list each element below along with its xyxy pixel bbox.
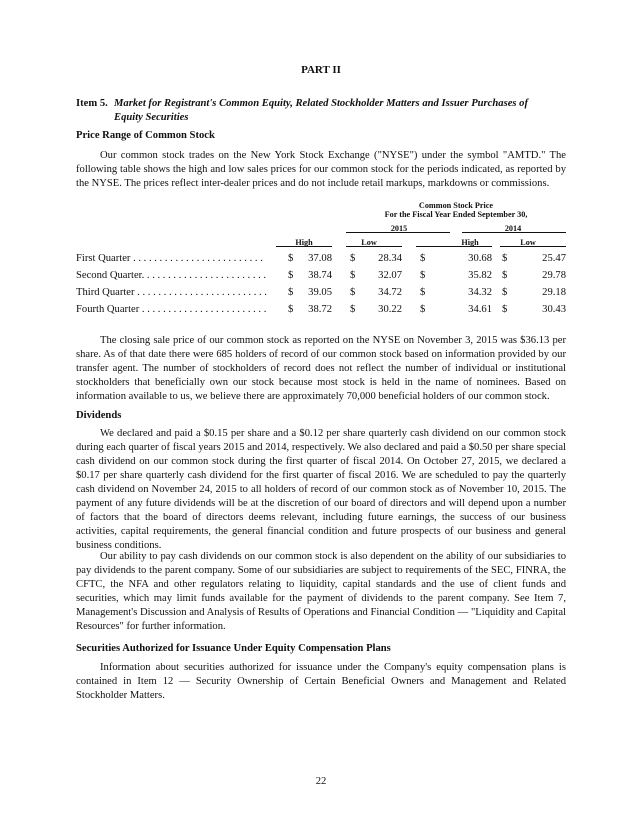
price-range-intro-text: Our common stock trades on the New York Stock Exchange ("NYSE") under the symbol "AMTD." The following table shows the high and low sales prices for our common stock for the periods indicated, as reported by the NYSE. The prices reflect inter-dealer prices and do not include retail markups, markdowns or commissions. — [76, 150, 566, 189]
col-underline-2 — [346, 246, 402, 247]
year-underline-2015 — [346, 232, 450, 233]
currency-sign: $ — [288, 270, 294, 281]
row-label: Second Quarter. . . . . . . . . . . . . . . . . . . . . . . . — [76, 270, 267, 281]
col-header-high-2014: High — [461, 238, 479, 247]
item-title-line1: Market for Registrant's Common Equity, Related Stockholder Matters and Issuer Purchases of — [114, 98, 528, 109]
securities-heading: Securities Authorized for Issuance Under Equity Compensation Plans — [76, 643, 391, 654]
price-range-heading: Price Range of Common Stock — [76, 130, 215, 141]
dividends-heading: Dividends — [76, 410, 122, 421]
cell-value: 29.18 — [542, 287, 566, 298]
item-heading — [76, 97, 566, 125]
currency-sign: $ — [502, 304, 508, 315]
currency-sign: $ — [420, 304, 426, 315]
currency-sign: $ — [288, 287, 294, 298]
currency-sign: $ — [502, 270, 508, 281]
item-number: Item 5. — [76, 98, 108, 109]
table-header-line2: For the Fiscal Year Ended September 30, — [384, 210, 528, 219]
year-2014: 2014 — [504, 224, 522, 233]
row-label: First Quarter . . . . . . . . . . . . . . . . . . . . . . . . . — [76, 253, 263, 264]
dividends-paragraph-1 — [76, 427, 566, 553]
securities-text: Information about securities authorized for issuance under the Company's equity compensation plans is contained in Item 12 — Security Ownership of Certain Beneficial Owners and Management and Related Stockholder Matters. — [76, 662, 566, 701]
table-header-line1: Common Stock Price — [418, 201, 494, 210]
currency-sign: $ — [420, 287, 426, 298]
cell-value: 30.22 — [378, 304, 402, 315]
currency-sign: $ — [350, 304, 356, 315]
currency-sign: $ — [350, 270, 356, 281]
currency-sign: $ — [350, 287, 356, 298]
price-range-intro — [76, 149, 566, 191]
table-row — [76, 286, 566, 300]
year-underline-2014 — [462, 232, 566, 233]
col-underline-3 — [416, 246, 492, 247]
dividends-paragraph-2 — [76, 550, 566, 634]
currency-sign: $ — [420, 270, 426, 281]
table-row — [76, 303, 566, 317]
year-2015: 2015 — [390, 224, 408, 233]
page-number: 22 — [315, 776, 327, 787]
table-row — [76, 269, 566, 283]
cell-value: 32.07 — [378, 270, 402, 281]
col-header-low-2014: Low — [520, 238, 536, 247]
cell-value: 30.68 — [468, 253, 492, 264]
row-label: Fourth Quarter . . . . . . . . . . . . . . . . . . . . . . . . — [76, 304, 267, 315]
currency-sign: $ — [288, 253, 294, 264]
cell-value: 34.61 — [468, 304, 492, 315]
col-header-high-2015: High — [295, 238, 313, 247]
securities-paragraph — [76, 661, 566, 703]
cell-value: 25.47 — [542, 253, 566, 264]
col-header-low-2015: Low — [361, 238, 377, 247]
cell-value: 34.72 — [378, 287, 402, 298]
cell-value: 38.72 — [308, 304, 332, 315]
closing-price-text: The closing sale price of our common stock as reported on the NYSE on November 3, 2015 was $36.13 per share. As of that date there were 685 holders of record of our common stock based on information provided by our transfer agent. The number of stockholders of record does not reflect the number of individual or institutional stockholders that beneficially own our stock because most stock is held in the name of nominees. Based on information available to us, we believe there are approximately 70,000 beneficial holders of our common stock. — [76, 335, 566, 402]
item-title-line2: Equity Securities — [114, 112, 189, 123]
dividends-text-2: Our ability to pay cash dividends on our common stock is also dependent on the ability of our subsidiaries to pay dividends to the parent company. Some of our subsidiaries are subject to requirements of the SEC, FINRA, the CFTC, the NFA and other regulators relating to liquidity, capital standards and the use of client funds and securities, which may limit funds available for the payment of dividends to the parent company. See Item 7, Management's Discussion and Analysis of Results of Operations and Financial Condition — "Liquidity and Capital Resources" for further information. — [76, 551, 566, 632]
cell-value: 37.08 — [308, 253, 332, 264]
table-header — [346, 201, 566, 219]
cell-value: 39.05 — [308, 287, 332, 298]
cell-value: 38.74 — [308, 270, 332, 281]
col-underline-4 — [500, 246, 566, 247]
cell-value: 34.32 — [468, 287, 492, 298]
part-title: PART II — [301, 64, 341, 76]
currency-sign: $ — [420, 253, 426, 264]
cell-value: 35.82 — [468, 270, 492, 281]
row-label: Third Quarter . . . . . . . . . . . . . . . . . . . . . . . . . — [76, 287, 267, 298]
cell-value: 29.78 — [542, 270, 566, 281]
currency-sign: $ — [350, 253, 356, 264]
cell-value: 30.43 — [542, 304, 566, 315]
currency-sign: $ — [502, 287, 508, 298]
closing-price-paragraph — [76, 334, 566, 404]
table-row — [76, 252, 566, 266]
dividends-text-1: We declared and paid a $0.15 per share and a $0.12 per share quarterly cash dividend on our common stock during each quarter of fiscal years 2015 and 2014, respectively. We also declared and paid a $0.50 per share special cash dividend on our common stock during the first quarter of fiscal 2014. On October 27, 2015, we declared a $0.17 per share quarterly cash dividend for the first quarter of fiscal 2016. We are scheduled to pay the quarterly cash dividend on November 24, 2015 to all holders of record of our common stock as of November 10, 2015. The payment of any future dividends will be at the discretion of our board of directors and will depend upon a number of factors that the board of directors deems relevant, including future earnings, the success of our business activities, capital requirements, the general financial condition and future prospects of our business and general business conditions. — [76, 428, 566, 551]
cell-value: 28.34 — [378, 253, 402, 264]
currency-sign: $ — [502, 253, 508, 264]
currency-sign: $ — [288, 304, 294, 315]
col-underline-1 — [276, 246, 332, 247]
